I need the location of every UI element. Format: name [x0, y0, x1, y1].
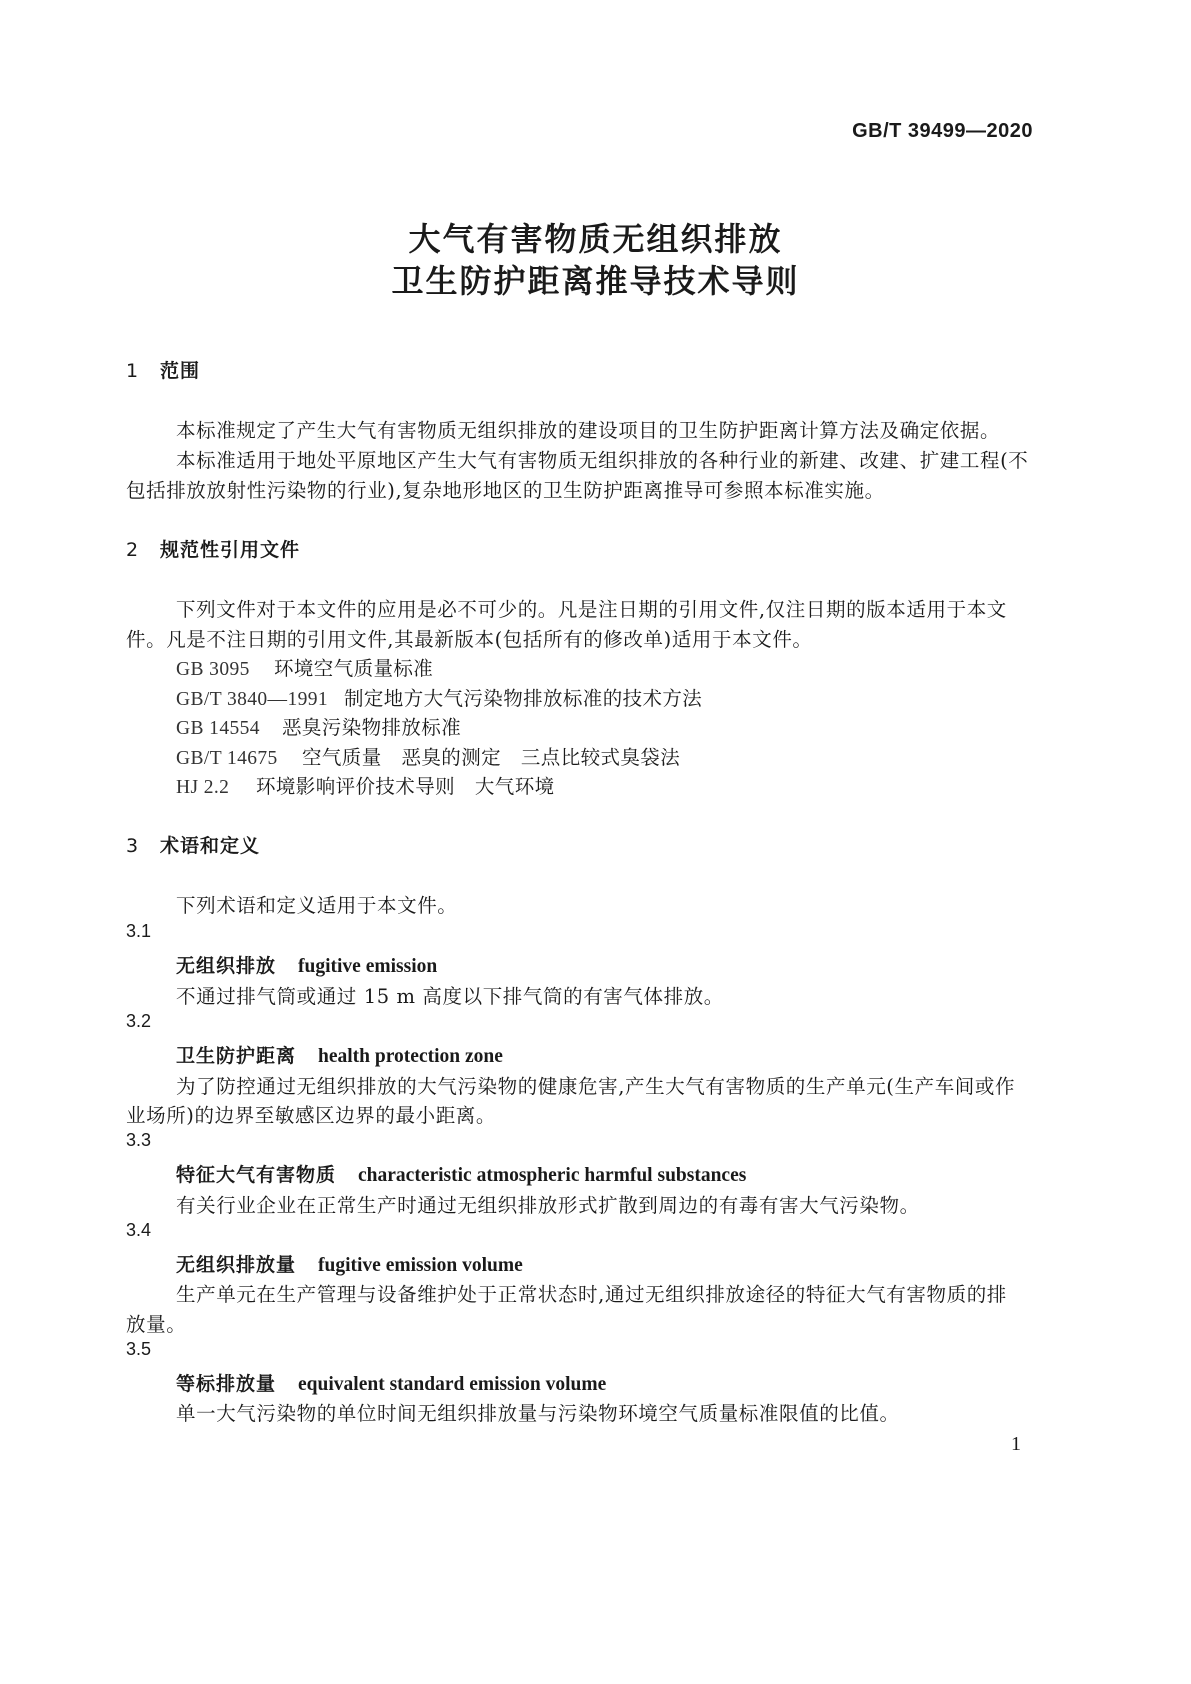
reference-title: 制定地方大气污染物排放标准的技术方法 — [344, 687, 703, 710]
reference-code: HJ 2.2 — [176, 777, 230, 798]
terms-intro: 下列术语和定义适用于本文件。 — [176, 894, 458, 917]
reference-item — [176, 683, 702, 711]
section-title: 术语和定义 — [160, 835, 261, 857]
scope-paragraph-2-line2: 包括排放放射性污染物的行业),复杂地形地区的卫生防护距离推导可参照本标准实施。 — [126, 479, 885, 502]
term-definition: 有关行业企业在正常生产时通过无组织排放形式扩散到周边的有毒有害大气污染物。 — [176, 1194, 920, 1217]
term-definition-continued: 业场所)的边界至敏感区边界的最小距离。 — [126, 1104, 497, 1127]
reference-item — [176, 712, 461, 740]
reference-code: GB 3095 — [176, 659, 250, 680]
section-1-heading — [126, 356, 200, 383]
term-heading — [176, 951, 437, 978]
reference-title: 环境影响评价技术导则 大气环境 — [256, 775, 555, 798]
term-heading — [176, 1250, 523, 1277]
reference-code: GB/T 14675 — [176, 748, 278, 769]
term-english: fugitive emission — [298, 956, 438, 977]
scope-paragraph-2-line1: 本标准适用于地处平原地区产生大气有害物质无组织排放的各种行业的新建、改建、扩建工程(不 — [176, 449, 1029, 472]
reference-title: 环境空气质量标准 — [274, 657, 434, 680]
document-title-line2: 卫生防护距离推导技术导则 — [391, 262, 800, 300]
section-2-heading — [126, 535, 300, 562]
term-english: fugitive emission volume — [318, 1255, 523, 1276]
clause-number: 3.5 — [126, 1339, 152, 1359]
standard-number: GB/T 39499—2020 — [852, 120, 1033, 142]
section-number: 2 — [126, 539, 140, 561]
term-definition: 单一大气污染物的单位时间无组织排放量与污染物环境空气质量标准限值的比值。 — [176, 1402, 900, 1425]
reference-item — [176, 653, 433, 681]
page-number: 1 — [1011, 1433, 1021, 1455]
term-chinese: 卫生防护距离 — [176, 1045, 297, 1067]
term-heading — [176, 1041, 503, 1068]
reference-code: GB 14554 — [176, 718, 260, 739]
section-number: 3 — [126, 835, 140, 857]
term-definition: 为了防控通过无组织排放的大气污染物的健康危害,产生大气有害物质的生产单元(生产车间或作 — [176, 1075, 1016, 1098]
clause-number: 3.1 — [126, 921, 152, 941]
section-3-heading — [126, 831, 260, 858]
term-chinese: 特征大气有害物质 — [176, 1164, 337, 1186]
term-english: health protection zone — [318, 1046, 503, 1067]
refs-intro-line2: 件。凡是不注日期的引用文件,其最新版本(包括所有的修改单)适用于本文件。 — [126, 628, 813, 651]
document-title-line1: 大气有害物质无组织排放 — [408, 220, 783, 258]
term-heading — [176, 1369, 606, 1396]
clause-number: 3.4 — [126, 1220, 152, 1240]
clause-number: 3.2 — [126, 1011, 152, 1031]
term-heading — [176, 1160, 746, 1187]
refs-intro-line1: 下列文件对于本文件的应用是必不可少的。凡是注日期的引用文件,仅注日期的版本适用于本文 — [176, 598, 1007, 621]
section-title: 范围 — [160, 360, 201, 382]
term-english: equivalent standard emission volume — [298, 1374, 607, 1395]
term-chinese: 无组织排放 — [176, 955, 277, 977]
section-title: 规范性引用文件 — [160, 539, 301, 561]
section-number: 1 — [126, 360, 140, 382]
term-english: characteristic atmospheric harmful substances — [358, 1165, 747, 1186]
reference-item — [176, 771, 555, 799]
reference-title: 空气质量 恶臭的测定 三点比较式臭袋法 — [302, 746, 681, 769]
term-definition: 生产单元在生产管理与设备维护处于正常状态时,通过无组织排放途径的特征大气有害物质的排 — [176, 1283, 1007, 1306]
reference-code: GB/T 3840—1991 — [176, 689, 329, 710]
term-chinese: 等标排放量 — [176, 1373, 277, 1395]
term-definition-continued: 放量。 — [126, 1313, 187, 1336]
reference-title: 恶臭污染物排放标准 — [282, 716, 462, 739]
term-definition: 不通过排气筒或通过 15 m 高度以下排气筒的有害气体排放。 — [176, 985, 724, 1008]
reference-item — [176, 742, 680, 770]
clause-number: 3.3 — [126, 1130, 152, 1150]
term-chinese: 无组织排放量 — [176, 1254, 297, 1276]
scope-paragraph-1: 本标准规定了产生大气有害物质无组织排放的建设项目的卫生防护距离计算方法及确定依据。 — [176, 419, 1001, 442]
